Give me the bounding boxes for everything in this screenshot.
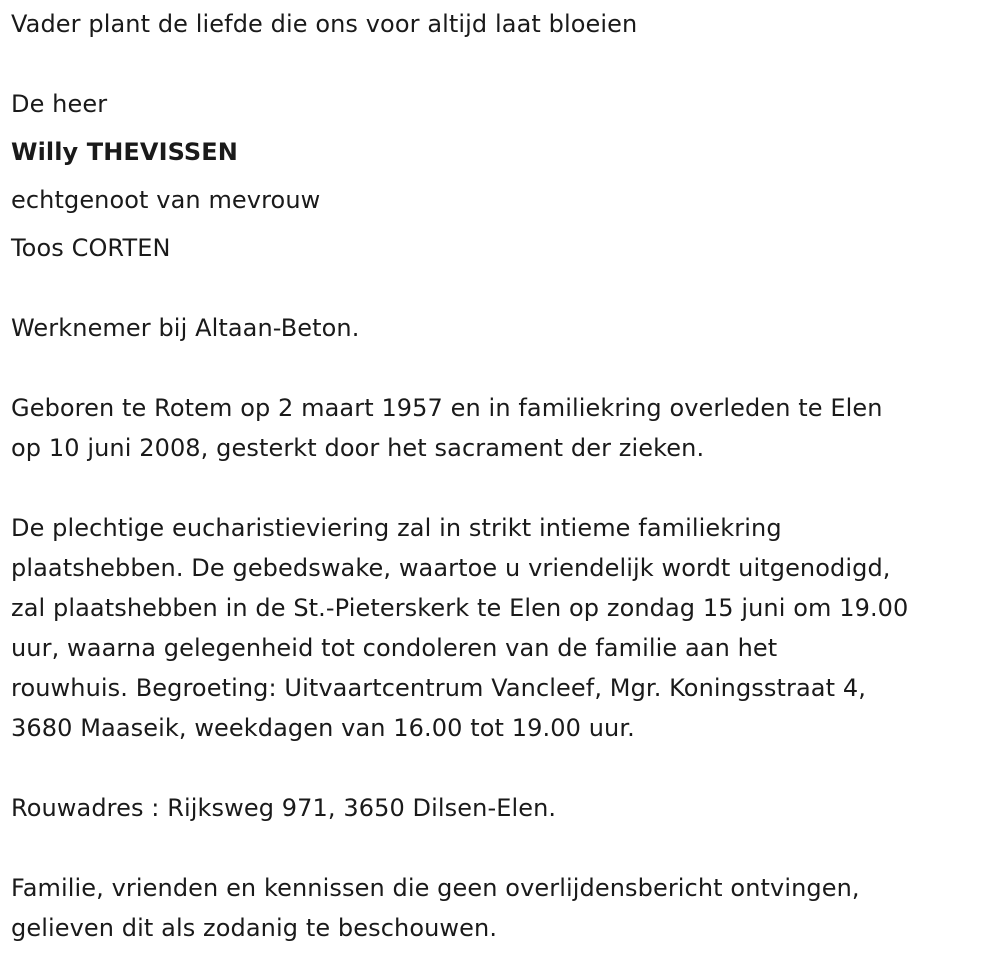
spacer (11, 468, 996, 508)
paragraph-line: 3680 Maaseik, weekdagen van 16.00 tot 19.00 uur. (11, 714, 635, 742)
deceased-name: Willy THEVISSEN (11, 138, 238, 166)
obituary-notice (11, 4, 996, 948)
ceremony-paragraph (11, 508, 996, 748)
spacer (11, 44, 996, 84)
spouse-name: Toos CORTEN (11, 234, 171, 262)
paragraph-line: gelieven dit als zodanig te beschouwen. (11, 914, 498, 942)
occupation: Werknemer bij Altaan-Beton. (11, 314, 360, 342)
motto: Vader plant de liefde die ons voor altijd laat bloeien (11, 10, 638, 38)
paragraph-line: Geboren te Rotem op 2 maart 1957 en in familiekring overleden te Elen (11, 394, 883, 422)
spacer (11, 268, 996, 308)
spacer (11, 828, 996, 868)
spacer (11, 124, 996, 132)
salutation: De heer (11, 90, 108, 118)
closing-paragraph (11, 868, 996, 948)
birth-death-paragraph (11, 388, 996, 468)
paragraph-line: uur, waarna gelegenheid tot condoleren van de familie aan het (11, 634, 778, 662)
paragraph-line: rouwhuis. Begroeting: Uitvaartcentrum Vancleef, Mgr. Koningsstraat 4, (11, 674, 866, 702)
paragraph-line: plaatshebben. De gebedswake, waartoe u vriendelijk wordt uitgenodigd, (11, 554, 891, 582)
spacer (11, 348, 996, 388)
paragraph-line: op 10 juni 2008, gesterkt door het sacrament der zieken. (11, 434, 705, 462)
paragraph-line: zal plaatshebben in de St.-Pieterskerk te Elen op zondag 15 juni om 19.00 (11, 594, 909, 622)
spacer (11, 748, 996, 788)
paragraph-line: De plechtige eucharistieviering zal in strikt intieme familiekring (11, 514, 782, 542)
spouse-relation: echtgenoot van mevrouw (11, 186, 321, 214)
spacer (11, 220, 996, 228)
paragraph-line: Familie, vrienden en kennissen die geen overlijdensbericht ontvingen, (11, 874, 860, 902)
mourning-address: Rouwadres : Rijksweg 971, 3650 Dilsen-Elen. (11, 794, 557, 822)
spacer (11, 172, 996, 180)
